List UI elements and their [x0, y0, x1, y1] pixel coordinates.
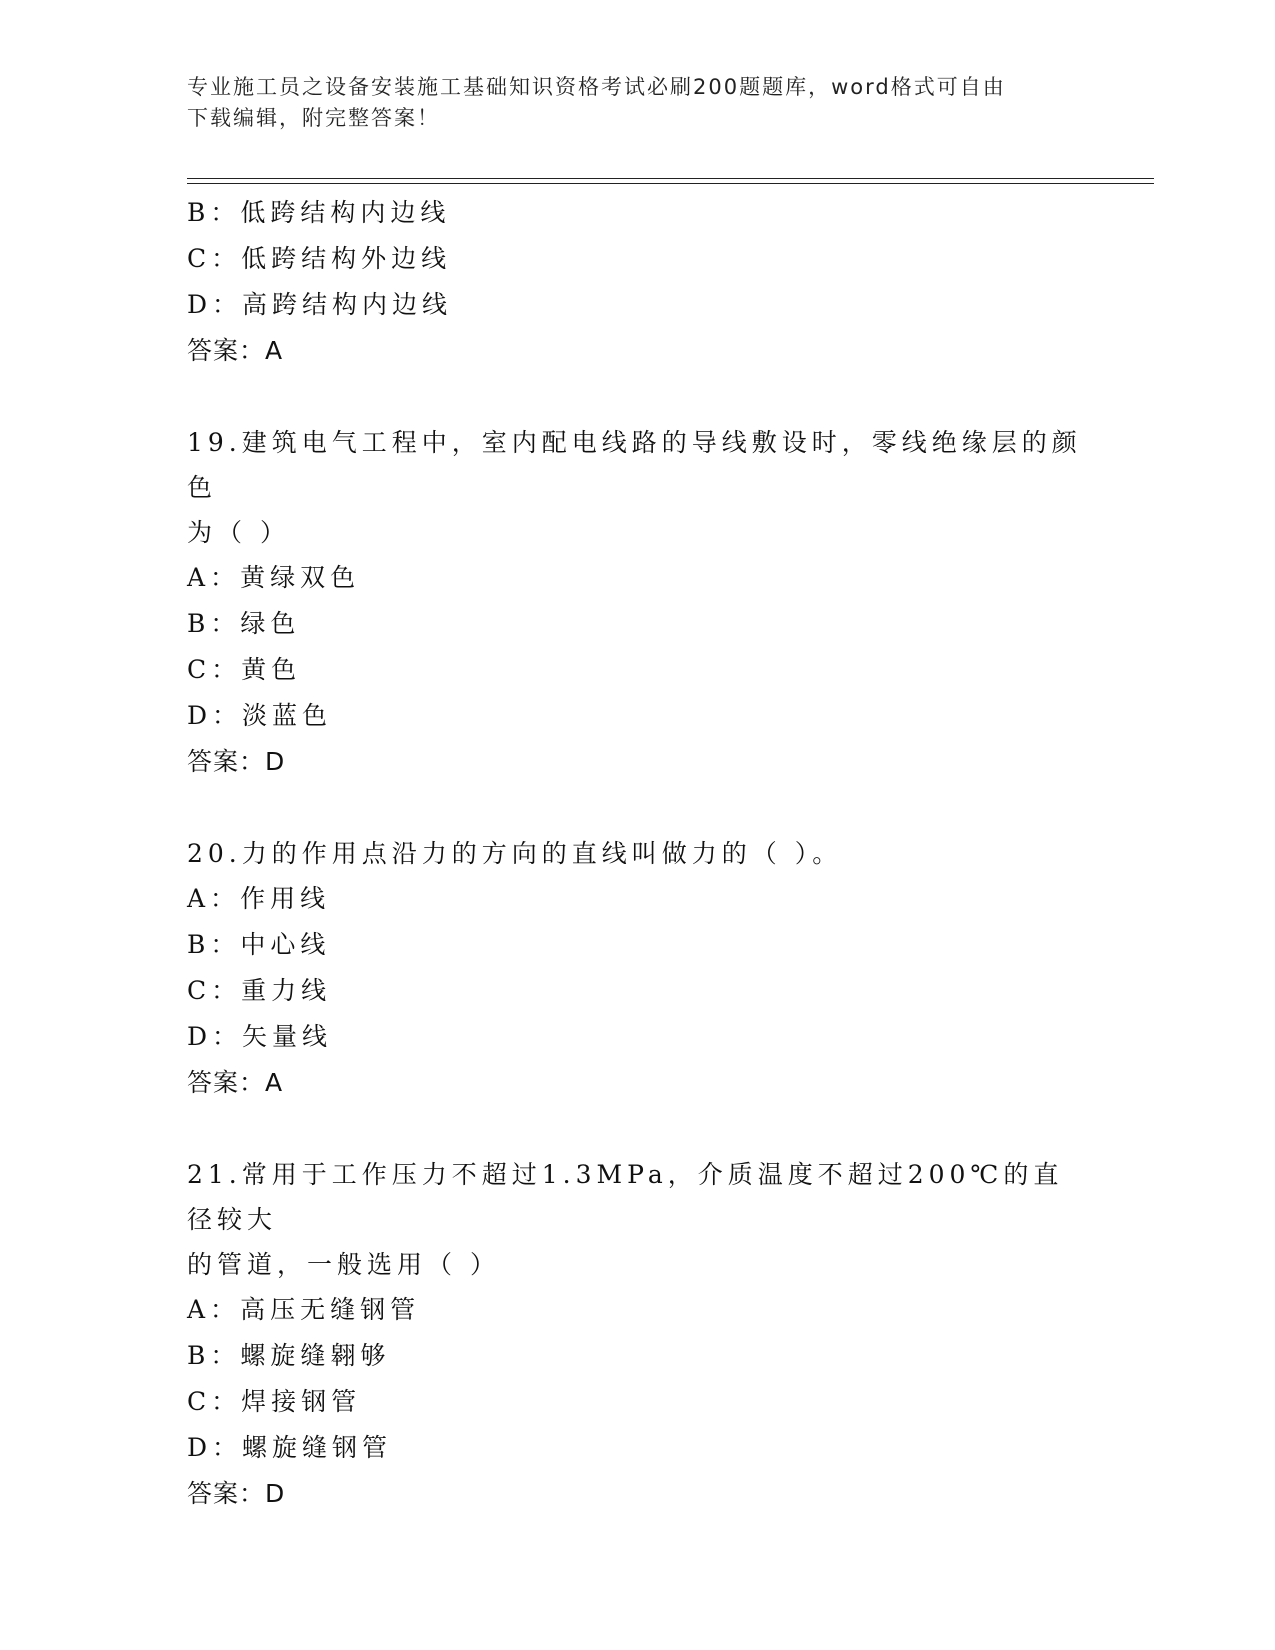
option-text: 低跨结构内边线 [240, 198, 451, 227]
question-19 [187, 420, 1087, 785]
option-a [187, 1287, 1087, 1333]
option-d [187, 693, 1087, 739]
option-label: D： [187, 290, 243, 319]
option-text: 淡蓝色 [242, 701, 333, 730]
question-stem [187, 1152, 1087, 1287]
spacer [187, 374, 1087, 420]
option-label: C： [187, 244, 242, 273]
question-21 [187, 1152, 1087, 1517]
option-text: 焊接钢管 [241, 1387, 362, 1416]
option-label: C： [187, 1387, 242, 1416]
option-label: C： [187, 976, 242, 1005]
option-text: 作用线 [240, 884, 331, 913]
option-d [187, 1425, 1087, 1471]
option-label: D： [187, 701, 243, 730]
option-c [187, 236, 1087, 282]
option-text: 高压无缝钢管 [240, 1295, 421, 1324]
option-c [187, 1379, 1087, 1425]
option-a [187, 555, 1087, 601]
option-text: 重力线 [241, 976, 332, 1005]
option-c [187, 647, 1087, 693]
answer-line: 答案：A [187, 1068, 284, 1097]
answer-line: 答案：A [187, 336, 284, 365]
answer-line: 答案：D [187, 747, 286, 776]
option-text: 低跨结构外边线 [241, 244, 452, 273]
question-stem-line-1: 19.建筑电气工程中，室内配电线路的导线敷设时，零线绝缘层的颜色 [187, 428, 1082, 502]
option-b [187, 190, 1087, 236]
option-label: B： [187, 198, 241, 227]
option-text: 矢量线 [242, 1022, 333, 1051]
document-header [187, 72, 1087, 134]
option-label: C： [187, 655, 242, 684]
option-text: 中心线 [240, 930, 331, 959]
question-stem-line-2: 为（ ） [187, 518, 290, 547]
option-label: D： [187, 1433, 243, 1462]
question-stem-line-1: 21.常用于工作压力不超过1.3MPa，介质温度不超过200℃的直径较大 [187, 1160, 1064, 1234]
option-label: B： [187, 1341, 241, 1370]
option-text: 螺旋缝钢管 [242, 1433, 393, 1462]
spacer [187, 785, 1087, 831]
question-stem [187, 420, 1087, 555]
question-list [187, 190, 1087, 1517]
option-label: A： [187, 563, 241, 592]
option-label: B： [187, 609, 241, 638]
header-divider-top [187, 178, 1154, 179]
question-stem [187, 831, 1087, 876]
option-c [187, 968, 1087, 1014]
answer-line: 答案：D [187, 1479, 286, 1508]
option-b [187, 922, 1087, 968]
question-stem-line-2: 的管道，一般选用（ ） [187, 1250, 500, 1279]
option-text: 高跨结构内边线 [242, 290, 453, 319]
question-18-continuation [187, 190, 1087, 374]
option-d [187, 282, 1087, 328]
option-label: D： [187, 1022, 243, 1051]
question-stem-line-1: 20.力的作用点沿力的方向的直线叫做力的（ ）。 [187, 839, 843, 868]
header-line-2: 下载编辑，附完整答案！ [187, 106, 440, 130]
option-b [187, 1333, 1087, 1379]
option-d [187, 1014, 1087, 1060]
option-text: 螺旋缝翱够 [240, 1341, 391, 1370]
option-a [187, 876, 1087, 922]
option-label: B： [187, 930, 241, 959]
option-text: 绿色 [240, 609, 301, 638]
option-text: 黄绿双色 [240, 563, 361, 592]
option-label: A： [187, 884, 241, 913]
header-line-1: 专业施工员之设备安装施工基础知识资格考试必刷200题题库，word格式可自由 [187, 75, 1006, 99]
question-20 [187, 831, 1087, 1106]
option-label: A： [187, 1295, 241, 1324]
spacer [187, 1106, 1087, 1152]
header-divider-bottom [187, 183, 1154, 184]
option-text: 黄色 [241, 655, 302, 684]
option-b [187, 601, 1087, 647]
